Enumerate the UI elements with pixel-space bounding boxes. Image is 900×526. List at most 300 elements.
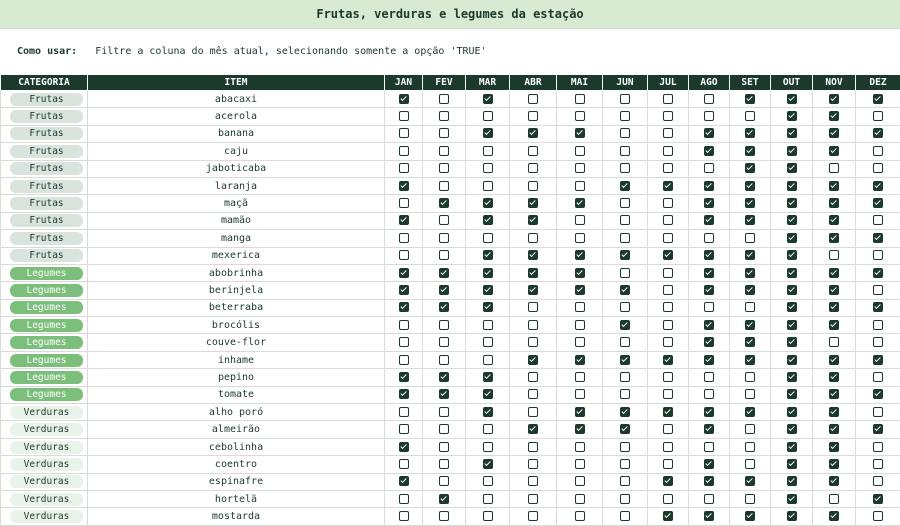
month-checkbox-out[interactable]: [787, 337, 797, 347]
month-checkbox-fev[interactable]: [439, 424, 449, 434]
month-checkbox-fev[interactable]: [439, 494, 449, 504]
month-checkbox-jan[interactable]: [399, 459, 409, 469]
item-cell[interactable]: pepino: [88, 369, 385, 386]
month-checkbox-abr[interactable]: [528, 268, 538, 278]
month-checkbox-set[interactable]: [745, 285, 755, 295]
column-header-category[interactable]: CATEGORIA: [1, 75, 88, 91]
month-checkbox-abr[interactable]: [528, 181, 538, 191]
month-checkbox-jul[interactable]: [663, 302, 673, 312]
month-checkbox-set[interactable]: [745, 424, 755, 434]
month-checkbox-jul[interactable]: [663, 337, 673, 347]
category-cell[interactable]: [1, 264, 88, 281]
month-checkbox-out[interactable]: [787, 163, 797, 173]
month-checkbox-ago[interactable]: [704, 407, 714, 417]
month-checkbox-mar[interactable]: [483, 372, 493, 382]
month-checkbox-jul[interactable]: [663, 285, 673, 295]
month-checkbox-nov[interactable]: [829, 424, 839, 434]
month-checkbox-set[interactable]: [745, 494, 755, 504]
month-checkbox-dez[interactable]: [873, 285, 883, 295]
month-checkbox-jul[interactable]: [663, 250, 673, 260]
month-checkbox-jan[interactable]: [399, 407, 409, 417]
month-checkbox-abr[interactable]: [528, 111, 538, 121]
month-checkbox-abr[interactable]: [528, 355, 538, 365]
month-checkbox-dez[interactable]: [873, 389, 883, 399]
month-checkbox-abr[interactable]: [528, 285, 538, 295]
month-checkbox-abr[interactable]: [528, 233, 538, 243]
month-checkbox-out[interactable]: [787, 215, 797, 225]
month-checkbox-mar[interactable]: [483, 337, 493, 347]
month-checkbox-out[interactable]: [787, 128, 797, 138]
category-cell[interactable]: [1, 369, 88, 386]
month-checkbox-dez[interactable]: [873, 424, 883, 434]
month-checkbox-nov[interactable]: [829, 389, 839, 399]
month-checkbox-jan[interactable]: [399, 389, 409, 399]
month-checkbox-mai[interactable]: [575, 442, 585, 452]
category-cell[interactable]: [1, 421, 88, 438]
month-checkbox-jan[interactable]: [399, 163, 409, 173]
month-checkbox-fev[interactable]: [439, 181, 449, 191]
month-checkbox-nov[interactable]: [829, 181, 839, 191]
month-checkbox-fev[interactable]: [439, 476, 449, 486]
month-checkbox-jul[interactable]: [663, 181, 673, 191]
month-checkbox-jan[interactable]: [399, 320, 409, 330]
month-checkbox-jan[interactable]: [399, 494, 409, 504]
month-checkbox-dez[interactable]: [873, 128, 883, 138]
category-cell[interactable]: [1, 212, 88, 229]
month-checkbox-jun[interactable]: [620, 111, 630, 121]
month-checkbox-fev[interactable]: [439, 302, 449, 312]
month-checkbox-jan[interactable]: [399, 511, 409, 521]
month-checkbox-ago[interactable]: [704, 372, 714, 382]
month-checkbox-mar[interactable]: [483, 250, 493, 260]
month-checkbox-mar[interactable]: [483, 424, 493, 434]
month-checkbox-abr[interactable]: [528, 337, 538, 347]
month-checkbox-fev[interactable]: [439, 459, 449, 469]
month-checkbox-mar[interactable]: [483, 198, 493, 208]
month-checkbox-fev[interactable]: [439, 320, 449, 330]
month-checkbox-abr[interactable]: [528, 250, 538, 260]
column-header-out[interactable]: OUT: [771, 75, 813, 91]
month-checkbox-jun[interactable]: [620, 407, 630, 417]
month-checkbox-nov[interactable]: [829, 511, 839, 521]
month-checkbox-abr[interactable]: [528, 442, 538, 452]
month-checkbox-set[interactable]: [745, 407, 755, 417]
item-cell[interactable]: couve-flor: [88, 334, 385, 351]
month-checkbox-nov[interactable]: [829, 163, 839, 173]
category-cell[interactable]: [1, 247, 88, 264]
month-checkbox-mar[interactable]: [483, 285, 493, 295]
month-checkbox-jul[interactable]: [663, 355, 673, 365]
month-checkbox-jun[interactable]: [620, 268, 630, 278]
month-checkbox-mai[interactable]: [575, 407, 585, 417]
item-cell[interactable]: inhame: [88, 351, 385, 368]
month-checkbox-abr[interactable]: [528, 407, 538, 417]
month-checkbox-nov[interactable]: [829, 302, 839, 312]
month-checkbox-mai[interactable]: [575, 320, 585, 330]
month-checkbox-fev[interactable]: [439, 128, 449, 138]
month-checkbox-jul[interactable]: [663, 198, 673, 208]
category-cell[interactable]: [1, 143, 88, 160]
column-header-jul[interactable]: JUL: [648, 75, 689, 91]
month-checkbox-jul[interactable]: [663, 407, 673, 417]
month-checkbox-dez[interactable]: [873, 320, 883, 330]
month-checkbox-jan[interactable]: [399, 476, 409, 486]
month-checkbox-mai[interactable]: [575, 494, 585, 504]
item-cell[interactable]: banana: [88, 125, 385, 142]
month-checkbox-mar[interactable]: [483, 268, 493, 278]
month-checkbox-ago[interactable]: [704, 198, 714, 208]
item-cell[interactable]: tomate: [88, 386, 385, 403]
month-checkbox-mai[interactable]: [575, 285, 585, 295]
month-checkbox-jan[interactable]: [399, 372, 409, 382]
month-checkbox-nov[interactable]: [829, 285, 839, 295]
month-checkbox-set[interactable]: [745, 146, 755, 156]
month-checkbox-jun[interactable]: [620, 389, 630, 399]
month-checkbox-dez[interactable]: [873, 250, 883, 260]
month-checkbox-jun[interactable]: [620, 128, 630, 138]
month-checkbox-ago[interactable]: [704, 268, 714, 278]
month-checkbox-out[interactable]: [787, 476, 797, 486]
month-checkbox-jul[interactable]: [663, 320, 673, 330]
month-checkbox-out[interactable]: [787, 355, 797, 365]
month-checkbox-jun[interactable]: [620, 250, 630, 260]
month-checkbox-nov[interactable]: [829, 111, 839, 121]
month-checkbox-out[interactable]: [787, 389, 797, 399]
month-checkbox-fev[interactable]: [439, 389, 449, 399]
month-checkbox-jun[interactable]: [620, 372, 630, 382]
month-checkbox-nov[interactable]: [829, 476, 839, 486]
month-checkbox-ago[interactable]: [704, 424, 714, 434]
month-checkbox-out[interactable]: [787, 111, 797, 121]
category-cell[interactable]: [1, 282, 88, 299]
month-checkbox-mar[interactable]: [483, 233, 493, 243]
month-checkbox-dez[interactable]: [873, 459, 883, 469]
month-checkbox-mai[interactable]: [575, 94, 585, 104]
category-cell[interactable]: [1, 438, 88, 455]
item-cell[interactable]: cebolinha: [88, 438, 385, 455]
month-checkbox-fev[interactable]: [439, 146, 449, 156]
month-checkbox-set[interactable]: [745, 233, 755, 243]
month-checkbox-jan[interactable]: [399, 198, 409, 208]
category-cell[interactable]: [1, 160, 88, 177]
month-checkbox-mar[interactable]: [483, 476, 493, 486]
month-checkbox-nov[interactable]: [829, 94, 839, 104]
item-cell[interactable]: mostarda: [88, 508, 385, 525]
month-checkbox-fev[interactable]: [439, 233, 449, 243]
item-cell[interactable]: acerola: [88, 108, 385, 125]
month-checkbox-set[interactable]: [745, 459, 755, 469]
month-checkbox-fev[interactable]: [439, 372, 449, 382]
month-checkbox-mar[interactable]: [483, 94, 493, 104]
month-checkbox-jun[interactable]: [620, 198, 630, 208]
item-cell[interactable]: jaboticaba: [88, 160, 385, 177]
item-cell[interactable]: maçã: [88, 195, 385, 212]
month-checkbox-ago[interactable]: [704, 355, 714, 365]
month-checkbox-fev[interactable]: [439, 285, 449, 295]
month-checkbox-jun[interactable]: [620, 320, 630, 330]
month-checkbox-jan[interactable]: [399, 233, 409, 243]
category-cell[interactable]: [1, 473, 88, 490]
month-checkbox-fev[interactable]: [439, 94, 449, 104]
month-checkbox-jun[interactable]: [620, 163, 630, 173]
month-checkbox-jan[interactable]: [399, 128, 409, 138]
month-checkbox-jul[interactable]: [663, 215, 673, 225]
month-checkbox-dez[interactable]: [873, 198, 883, 208]
month-checkbox-jul[interactable]: [663, 146, 673, 156]
month-checkbox-mar[interactable]: [483, 389, 493, 399]
month-checkbox-jun[interactable]: [620, 285, 630, 295]
month-checkbox-jun[interactable]: [620, 459, 630, 469]
item-cell[interactable]: alho poró: [88, 404, 385, 421]
item-cell[interactable]: mamão: [88, 212, 385, 229]
month-checkbox-mai[interactable]: [575, 355, 585, 365]
category-cell[interactable]: [1, 386, 88, 403]
month-checkbox-set[interactable]: [745, 302, 755, 312]
item-cell[interactable]: laranja: [88, 177, 385, 194]
month-checkbox-set[interactable]: [745, 181, 755, 191]
month-checkbox-mai[interactable]: [575, 233, 585, 243]
category-cell[interactable]: [1, 317, 88, 334]
month-checkbox-ago[interactable]: [704, 285, 714, 295]
month-checkbox-mai[interactable]: [575, 372, 585, 382]
column-header-set[interactable]: SET: [730, 75, 771, 91]
month-checkbox-set[interactable]: [745, 511, 755, 521]
month-checkbox-jun[interactable]: [620, 94, 630, 104]
month-checkbox-set[interactable]: [745, 389, 755, 399]
column-header-mai[interactable]: MAI: [557, 75, 603, 91]
column-header-jun[interactable]: JUN: [603, 75, 648, 91]
month-checkbox-dez[interactable]: [873, 355, 883, 365]
month-checkbox-set[interactable]: [745, 250, 755, 260]
month-checkbox-nov[interactable]: [829, 198, 839, 208]
month-checkbox-set[interactable]: [745, 320, 755, 330]
month-checkbox-out[interactable]: [787, 146, 797, 156]
month-checkbox-jun[interactable]: [620, 511, 630, 521]
month-checkbox-abr[interactable]: [528, 511, 538, 521]
month-checkbox-jul[interactable]: [663, 424, 673, 434]
month-checkbox-abr[interactable]: [528, 459, 538, 469]
month-checkbox-mar[interactable]: [483, 494, 493, 504]
month-checkbox-jul[interactable]: [663, 494, 673, 504]
month-checkbox-mai[interactable]: [575, 268, 585, 278]
month-checkbox-jul[interactable]: [663, 233, 673, 243]
month-checkbox-mai[interactable]: [575, 215, 585, 225]
month-checkbox-fev[interactable]: [439, 215, 449, 225]
month-checkbox-jan[interactable]: [399, 337, 409, 347]
month-checkbox-ago[interactable]: [704, 181, 714, 191]
month-checkbox-abr[interactable]: [528, 494, 538, 504]
month-checkbox-dez[interactable]: [873, 337, 883, 347]
month-checkbox-jun[interactable]: [620, 146, 630, 156]
month-checkbox-set[interactable]: [745, 268, 755, 278]
month-checkbox-mar[interactable]: [483, 320, 493, 330]
month-checkbox-mai[interactable]: [575, 459, 585, 469]
month-checkbox-mai[interactable]: [575, 250, 585, 260]
month-checkbox-jul[interactable]: [663, 372, 673, 382]
month-checkbox-out[interactable]: [787, 372, 797, 382]
month-checkbox-out[interactable]: [787, 268, 797, 278]
month-checkbox-mai[interactable]: [575, 181, 585, 191]
month-checkbox-abr[interactable]: [528, 94, 538, 104]
category-cell[interactable]: [1, 177, 88, 194]
month-checkbox-jan[interactable]: [399, 94, 409, 104]
month-checkbox-ago[interactable]: [704, 163, 714, 173]
item-cell[interactable]: berinjela: [88, 282, 385, 299]
month-checkbox-fev[interactable]: [439, 442, 449, 452]
item-cell[interactable]: manga: [88, 230, 385, 247]
column-header-item[interactable]: ITEM: [88, 75, 385, 91]
month-checkbox-jun[interactable]: [620, 302, 630, 312]
month-checkbox-ago[interactable]: [704, 442, 714, 452]
month-checkbox-nov[interactable]: [829, 215, 839, 225]
month-checkbox-ago[interactable]: [704, 320, 714, 330]
month-checkbox-mar[interactable]: [483, 302, 493, 312]
month-checkbox-abr[interactable]: [528, 424, 538, 434]
month-checkbox-out[interactable]: [787, 442, 797, 452]
month-checkbox-jun[interactable]: [620, 355, 630, 365]
month-checkbox-jan[interactable]: [399, 215, 409, 225]
month-checkbox-jun[interactable]: [620, 181, 630, 191]
month-checkbox-dez[interactable]: [873, 215, 883, 225]
item-cell[interactable]: caju: [88, 143, 385, 160]
month-checkbox-jul[interactable]: [663, 268, 673, 278]
month-checkbox-set[interactable]: [745, 372, 755, 382]
month-checkbox-dez[interactable]: [873, 302, 883, 312]
month-checkbox-out[interactable]: [787, 198, 797, 208]
month-checkbox-nov[interactable]: [829, 372, 839, 382]
month-checkbox-mar[interactable]: [483, 163, 493, 173]
month-checkbox-ago[interactable]: [704, 511, 714, 521]
month-checkbox-set[interactable]: [745, 198, 755, 208]
month-checkbox-ago[interactable]: [704, 146, 714, 156]
month-checkbox-mai[interactable]: [575, 302, 585, 312]
month-checkbox-nov[interactable]: [829, 250, 839, 260]
month-checkbox-jan[interactable]: [399, 250, 409, 260]
month-checkbox-set[interactable]: [745, 215, 755, 225]
month-checkbox-dez[interactable]: [873, 233, 883, 243]
month-checkbox-ago[interactable]: [704, 250, 714, 260]
month-checkbox-jul[interactable]: [663, 111, 673, 121]
month-checkbox-abr[interactable]: [528, 320, 538, 330]
month-checkbox-ago[interactable]: [704, 233, 714, 243]
month-checkbox-mar[interactable]: [483, 128, 493, 138]
month-checkbox-jan[interactable]: [399, 442, 409, 452]
month-checkbox-ago[interactable]: [704, 111, 714, 121]
month-checkbox-fev[interactable]: [439, 198, 449, 208]
month-checkbox-jul[interactable]: [663, 442, 673, 452]
month-checkbox-jun[interactable]: [620, 442, 630, 452]
item-cell[interactable]: beterraba: [88, 299, 385, 316]
month-checkbox-ago[interactable]: [704, 476, 714, 486]
month-checkbox-out[interactable]: [787, 320, 797, 330]
month-checkbox-jul[interactable]: [663, 389, 673, 399]
month-checkbox-set[interactable]: [745, 476, 755, 486]
month-checkbox-dez[interactable]: [873, 407, 883, 417]
month-checkbox-dez[interactable]: [873, 146, 883, 156]
month-checkbox-mai[interactable]: [575, 111, 585, 121]
column-header-dez[interactable]: DEZ: [856, 75, 900, 91]
month-checkbox-abr[interactable]: [528, 146, 538, 156]
month-checkbox-out[interactable]: [787, 511, 797, 521]
month-checkbox-jan[interactable]: [399, 268, 409, 278]
column-header-jan[interactable]: JAN: [385, 75, 423, 91]
month-checkbox-dez[interactable]: [873, 163, 883, 173]
month-checkbox-nov[interactable]: [829, 459, 839, 469]
month-checkbox-fev[interactable]: [439, 111, 449, 121]
month-checkbox-nov[interactable]: [829, 268, 839, 278]
month-checkbox-set[interactable]: [745, 442, 755, 452]
month-checkbox-fev[interactable]: [439, 250, 449, 260]
month-checkbox-nov[interactable]: [829, 407, 839, 417]
month-checkbox-dez[interactable]: [873, 476, 883, 486]
month-checkbox-nov[interactable]: [829, 128, 839, 138]
month-checkbox-abr[interactable]: [528, 163, 538, 173]
month-checkbox-fev[interactable]: [439, 163, 449, 173]
column-header-nov[interactable]: NOV: [813, 75, 856, 91]
month-checkbox-mar[interactable]: [483, 146, 493, 156]
month-checkbox-out[interactable]: [787, 285, 797, 295]
month-checkbox-jan[interactable]: [399, 355, 409, 365]
month-checkbox-mai[interactable]: [575, 424, 585, 434]
month-checkbox-out[interactable]: [787, 407, 797, 417]
month-checkbox-nov[interactable]: [829, 320, 839, 330]
item-cell[interactable]: hortelã: [88, 490, 385, 507]
month-checkbox-fev[interactable]: [439, 355, 449, 365]
month-checkbox-mar[interactable]: [483, 111, 493, 121]
month-checkbox-jun[interactable]: [620, 424, 630, 434]
month-checkbox-jun[interactable]: [620, 476, 630, 486]
month-checkbox-jan[interactable]: [399, 424, 409, 434]
month-checkbox-nov[interactable]: [829, 494, 839, 504]
month-checkbox-dez[interactable]: [873, 372, 883, 382]
month-checkbox-jul[interactable]: [663, 476, 673, 486]
item-cell[interactable]: almeirão: [88, 421, 385, 438]
month-checkbox-out[interactable]: [787, 424, 797, 434]
month-checkbox-jun[interactable]: [620, 233, 630, 243]
item-cell[interactable]: abobrinha: [88, 264, 385, 281]
month-checkbox-abr[interactable]: [528, 128, 538, 138]
month-checkbox-jun[interactable]: [620, 494, 630, 504]
month-checkbox-ago[interactable]: [704, 302, 714, 312]
month-checkbox-set[interactable]: [745, 355, 755, 365]
item-cell[interactable]: brocólis: [88, 317, 385, 334]
month-checkbox-ago[interactable]: [704, 215, 714, 225]
month-checkbox-mai[interactable]: [575, 163, 585, 173]
month-checkbox-mai[interactable]: [575, 146, 585, 156]
month-checkbox-mai[interactable]: [575, 198, 585, 208]
month-checkbox-ago[interactable]: [704, 494, 714, 504]
category-cell[interactable]: [1, 508, 88, 525]
month-checkbox-ago[interactable]: [704, 128, 714, 138]
month-checkbox-mar[interactable]: [483, 355, 493, 365]
month-checkbox-jan[interactable]: [399, 285, 409, 295]
month-checkbox-jan[interactable]: [399, 302, 409, 312]
month-checkbox-jul[interactable]: [663, 128, 673, 138]
column-header-ago[interactable]: AGO: [689, 75, 730, 91]
month-checkbox-abr[interactable]: [528, 372, 538, 382]
month-checkbox-set[interactable]: [745, 163, 755, 173]
month-checkbox-mai[interactable]: [575, 337, 585, 347]
month-checkbox-fev[interactable]: [439, 407, 449, 417]
item-cell[interactable]: mexerica: [88, 247, 385, 264]
month-checkbox-mai[interactable]: [575, 511, 585, 521]
month-checkbox-jul[interactable]: [663, 459, 673, 469]
category-cell[interactable]: [1, 351, 88, 368]
month-checkbox-abr[interactable]: [528, 389, 538, 399]
month-checkbox-ago[interactable]: [704, 94, 714, 104]
month-checkbox-out[interactable]: [787, 494, 797, 504]
month-checkbox-dez[interactable]: [873, 442, 883, 452]
